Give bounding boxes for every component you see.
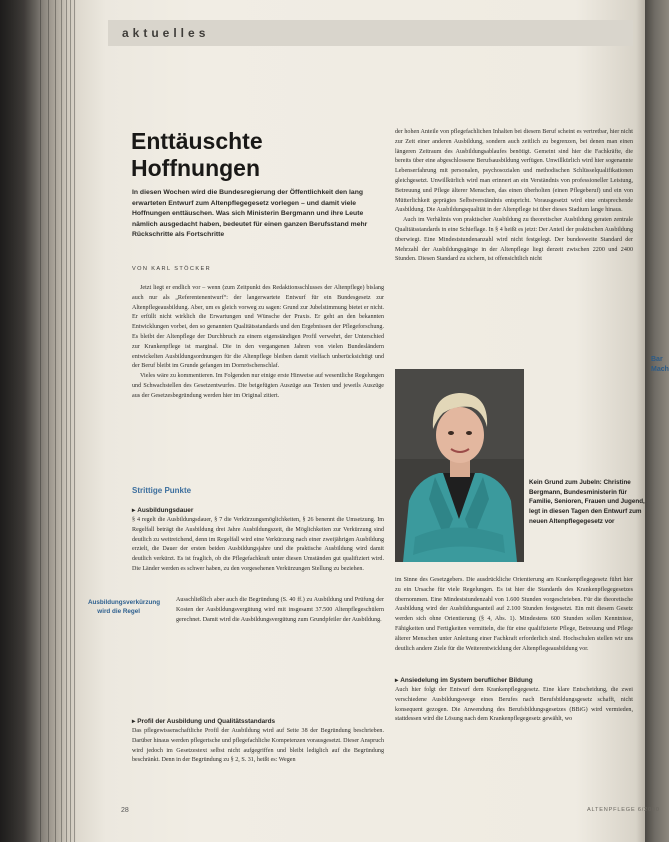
box-text: Das pflegewissenschaftliche Profil der Ausbildung wird auf Seite 38 der Begründung beschrieben. Darüber hinaus werden pflegerische und pflegefachliche Kompetenzen vorausgesetzt. Dieser Anspruch wird jedoch im Gesetzestext selbst nicht aufgegriffen und bleibt lediglich auf die Begründung beschränkt. Denn in der Begründung zu § 2, S. 31, heißt es: Wegen — [132, 728, 384, 764]
box-text: Auch hier folgt der Entwurf dem Krankenpflegegesetz. Eine klare Entscheidung, die zwei verschiedene Ausbildungswege eines Berufes nach Berufsbildungsgesetz schafft, nicht konsequent gezogen. Die Anwendung des Berufsbildungsgesetzes (BBiG) wird vermieden, stattdessen wird die Lösung nach dem Krankenpflegegesetz gewählt, wo — [395, 687, 633, 723]
magazine-issue: ALTENPFLEGE 6/2000 — [587, 807, 660, 813]
next-page-edge — [645, 0, 669, 842]
body-paragraph: Vieles wäre zu kommentieren. Im Folgenden nur einige erste Hinweise auf wesentliche Regelungen und Schwachstellen des Gesetzentwurfes. Die beigefügten Auszüge aus Texten und jeweils Auszüge aus der Gesetzesbegründung werden hier im Original zitiert. — [132, 373, 384, 399]
portrait-illustration — [395, 369, 524, 562]
photo-caption: Kein Grund zum Jubeln: Christine Bergmann, Bundesministerin für Familie, Senioren, Frauen und Jugend, legt in diesen Tagen den Entwurf zum neuen Altenpflegegesetz vor — [529, 479, 645, 525]
body-column-right — [395, 128, 633, 360]
triangle-bullet-icon: ▸ — [132, 718, 136, 725]
section-label: aktuelles — [122, 26, 210, 40]
body-paragraph: Jetzt liegt er endlich vor – wenn (zum Zeitpunkt des Redaktionsschlusses der Altenpflege) bislang auch nur als „Referentenentwurf“: der langerwartete Entwurf für ein Bundesgesetz zur Altenpflegeausbildung. Aber, um es gleich vorweg zu sagen: Grund zur Jubelstimmung bietet er nicht. Er erfüllt nicht wirklich die Erwartungen und Wünsche der Praxis. Er geht an den bekannten Entwicklungen vorbei, den so genannten Qualitätsstandards und den Ergebnissen der Pflegeforschung. Es bleibt der Altenpflege der Durchbruch zu einem eigenständigen Profil verwehrt, der Unterschied zur Krankenpflege ist marginal. Die in den vergangenen Jahren von vielen Bundesländern entwickelten Ausbildungsordnungen für die Altenpflege bleiben damit vielfach unberücksichtigt und der Beruf bleibt im Grunde gefangen im Dornröschenschlaf. — [132, 285, 384, 370]
body-paragraph: der hohen Anteile von pflegefachlichen Inhalten bei diesem Beruf scheint es vertretbar, hier nicht zur Zeit einer anderen Ausbildung, sondern auch zeitlich zu begrenzen, bei denen man einen längeren Zeitraum des Ausbildungsablaufes benötigt. Gemeint sind hier die Fachkräfte, die bereits über eine abgeschlossene Berufsausbildung verfügen. Unwillkürlich wird hier sogenannte Lebenserfahrung mit personalen, psychosozialen und methodischen Schlüsselqualifikationen gleichgesetzt. Unwillkürlich wird man erinnert an ein Verständnis von professioneller Leistung, Betreuung und Pflege älterer Menschen, das einen überholten (einen Pflegeberuf) und ein von Mütterlichkeit geprägtes Selbstverständnis entspricht. Vorausgesetzt wird eine entsprechende Ausbildung. Die Ausbildungsqualität in der Altenpflege ist über dieses Stadium lange hinaus. — [395, 129, 633, 214]
triangle-bullet-icon: ▸ — [132, 507, 136, 514]
section-heading: Strittige Punkte — [132, 486, 192, 495]
body-column-right-lower: im Sinne des Gesetzgebers. Die ausdrückliche Orientierung am Krankenpflegegesetz führt hier zu ein Ursache für viele Regelungen. Es ist hier die Standards des Krankenpflegegesetzes übernommen. Eine Mindeststundenzahl von 1.600 Stunden vorgeschrieben. Für die theoretische Ausbildung wird der Ausbildungsanteil auf 2.100 Stunden festgesetzt. Ein mit diesem Gesetz werden sich ohne Orientierung (§ 4, Abs. 1). Mindestens 600 Stunden sollen Kenntnisse, Fähigkeiten und Fertigkeiten vermitteln, die für eine qualifizierte Pflege, Betreuung und Pflege älterer Menschen unter Anleitung einer Fachkraft erforderlich sind. Hochschulen stellen wir uns deutlich andere Ziele für die Weiterentwicklung der Altenpflegeausbildung vor. — [395, 577, 633, 652]
box-heading: ▸ Ausbildungsdauer — [132, 507, 194, 514]
article-title: Enttäuschte Hoffnungen — [131, 128, 263, 181]
next-page-text: Mach — [651, 366, 669, 373]
pull-quote: Ausbildungsverkürzung wird die Regel — [88, 599, 161, 615]
box-text-continued: Ausschließlich aber auch die Begründung (S. 40 ff.) zu Ausbildung und Prüfung der Kosten der Ausbildungsvergütung wird mit insgesamt 37.500 Altenpflegeschülern gerechnet. Damit wird die Ausbildungsvergütung zum Grundpfeiler der Ausbildung. — [176, 597, 384, 623]
triangle-bullet-icon: ▸ — [395, 677, 399, 684]
page-stack-edge — [0, 0, 78, 842]
article-author: VON KARL STÖCKER — [132, 266, 212, 272]
box-heading: ▸ Profil der Ausbildung und Qualitätsstandards — [132, 718, 276, 725]
body-paragraph: Auch im Verhältnis von praktischer Ausbildung zu theoretischer Ausbildung geraten zentrale Qualitätsstandards in eine Schieflage. In § 4 heißt es jetzt: Der Anteil der praktischen Ausbildung überwiegt. Eine Mindeststundenanzahl wird nicht festgelegt. Der bundesweite Standard der Mehrzahl der Ausbildungsgänge in der Altenpflege liegt derzeit zwischen 2200 und 2400 Stunden. Diesen Standard zu sichern, ist offensichtlich nicht — [395, 217, 633, 263]
box-text: § 4 regelt die Ausbildungsdauer, § 7 die Verkürzungsmöglichkeiten, § 26 benennt die Umsetzung. Im Regelfall beträgt die Ausbildung drei Jahre Ausbildungszeit, die Möglichkeiten zur Verkürzung sind deutlich zu weitreichend, denn im Regelfall wird eine Verkürzung nach einer zweijährigen Ausbildung erzielt, die Dauer der ersten beiden Ausbildungsjahre und die praktische Ausbildung wird damit deutlich verkürzt. Es ist fraglich, ob die Pflegefachkraft unter diesen Umständen gut qualifiziert wird. Die Länder werden es schwer haben, zu den vorgesehenen Verkürzungen Stellung zu beziehen. — [132, 517, 384, 572]
page-number: 28 — [121, 807, 129, 814]
box-heading: ▸ Ansiedelung im System beruflicher Bildung — [395, 677, 533, 684]
body-column-left — [132, 284, 384, 478]
portrait-photo — [395, 369, 524, 562]
article-lead: In diesen Wochen wird die Bundesregierung der Öffentlichkeit den lang erwarteten Entwurf zum Altenpflegegesetz vorlegen – und damit viele Hoffnungen enttäuschen. Was sich Ministerin Bergmann und ihre Leute nämlich ausgedacht haben, bedeutet für einen ganzen Berufsstand mehr Rückschritte als Fortschritte — [132, 189, 368, 239]
next-page-text: Bar — [651, 356, 663, 363]
